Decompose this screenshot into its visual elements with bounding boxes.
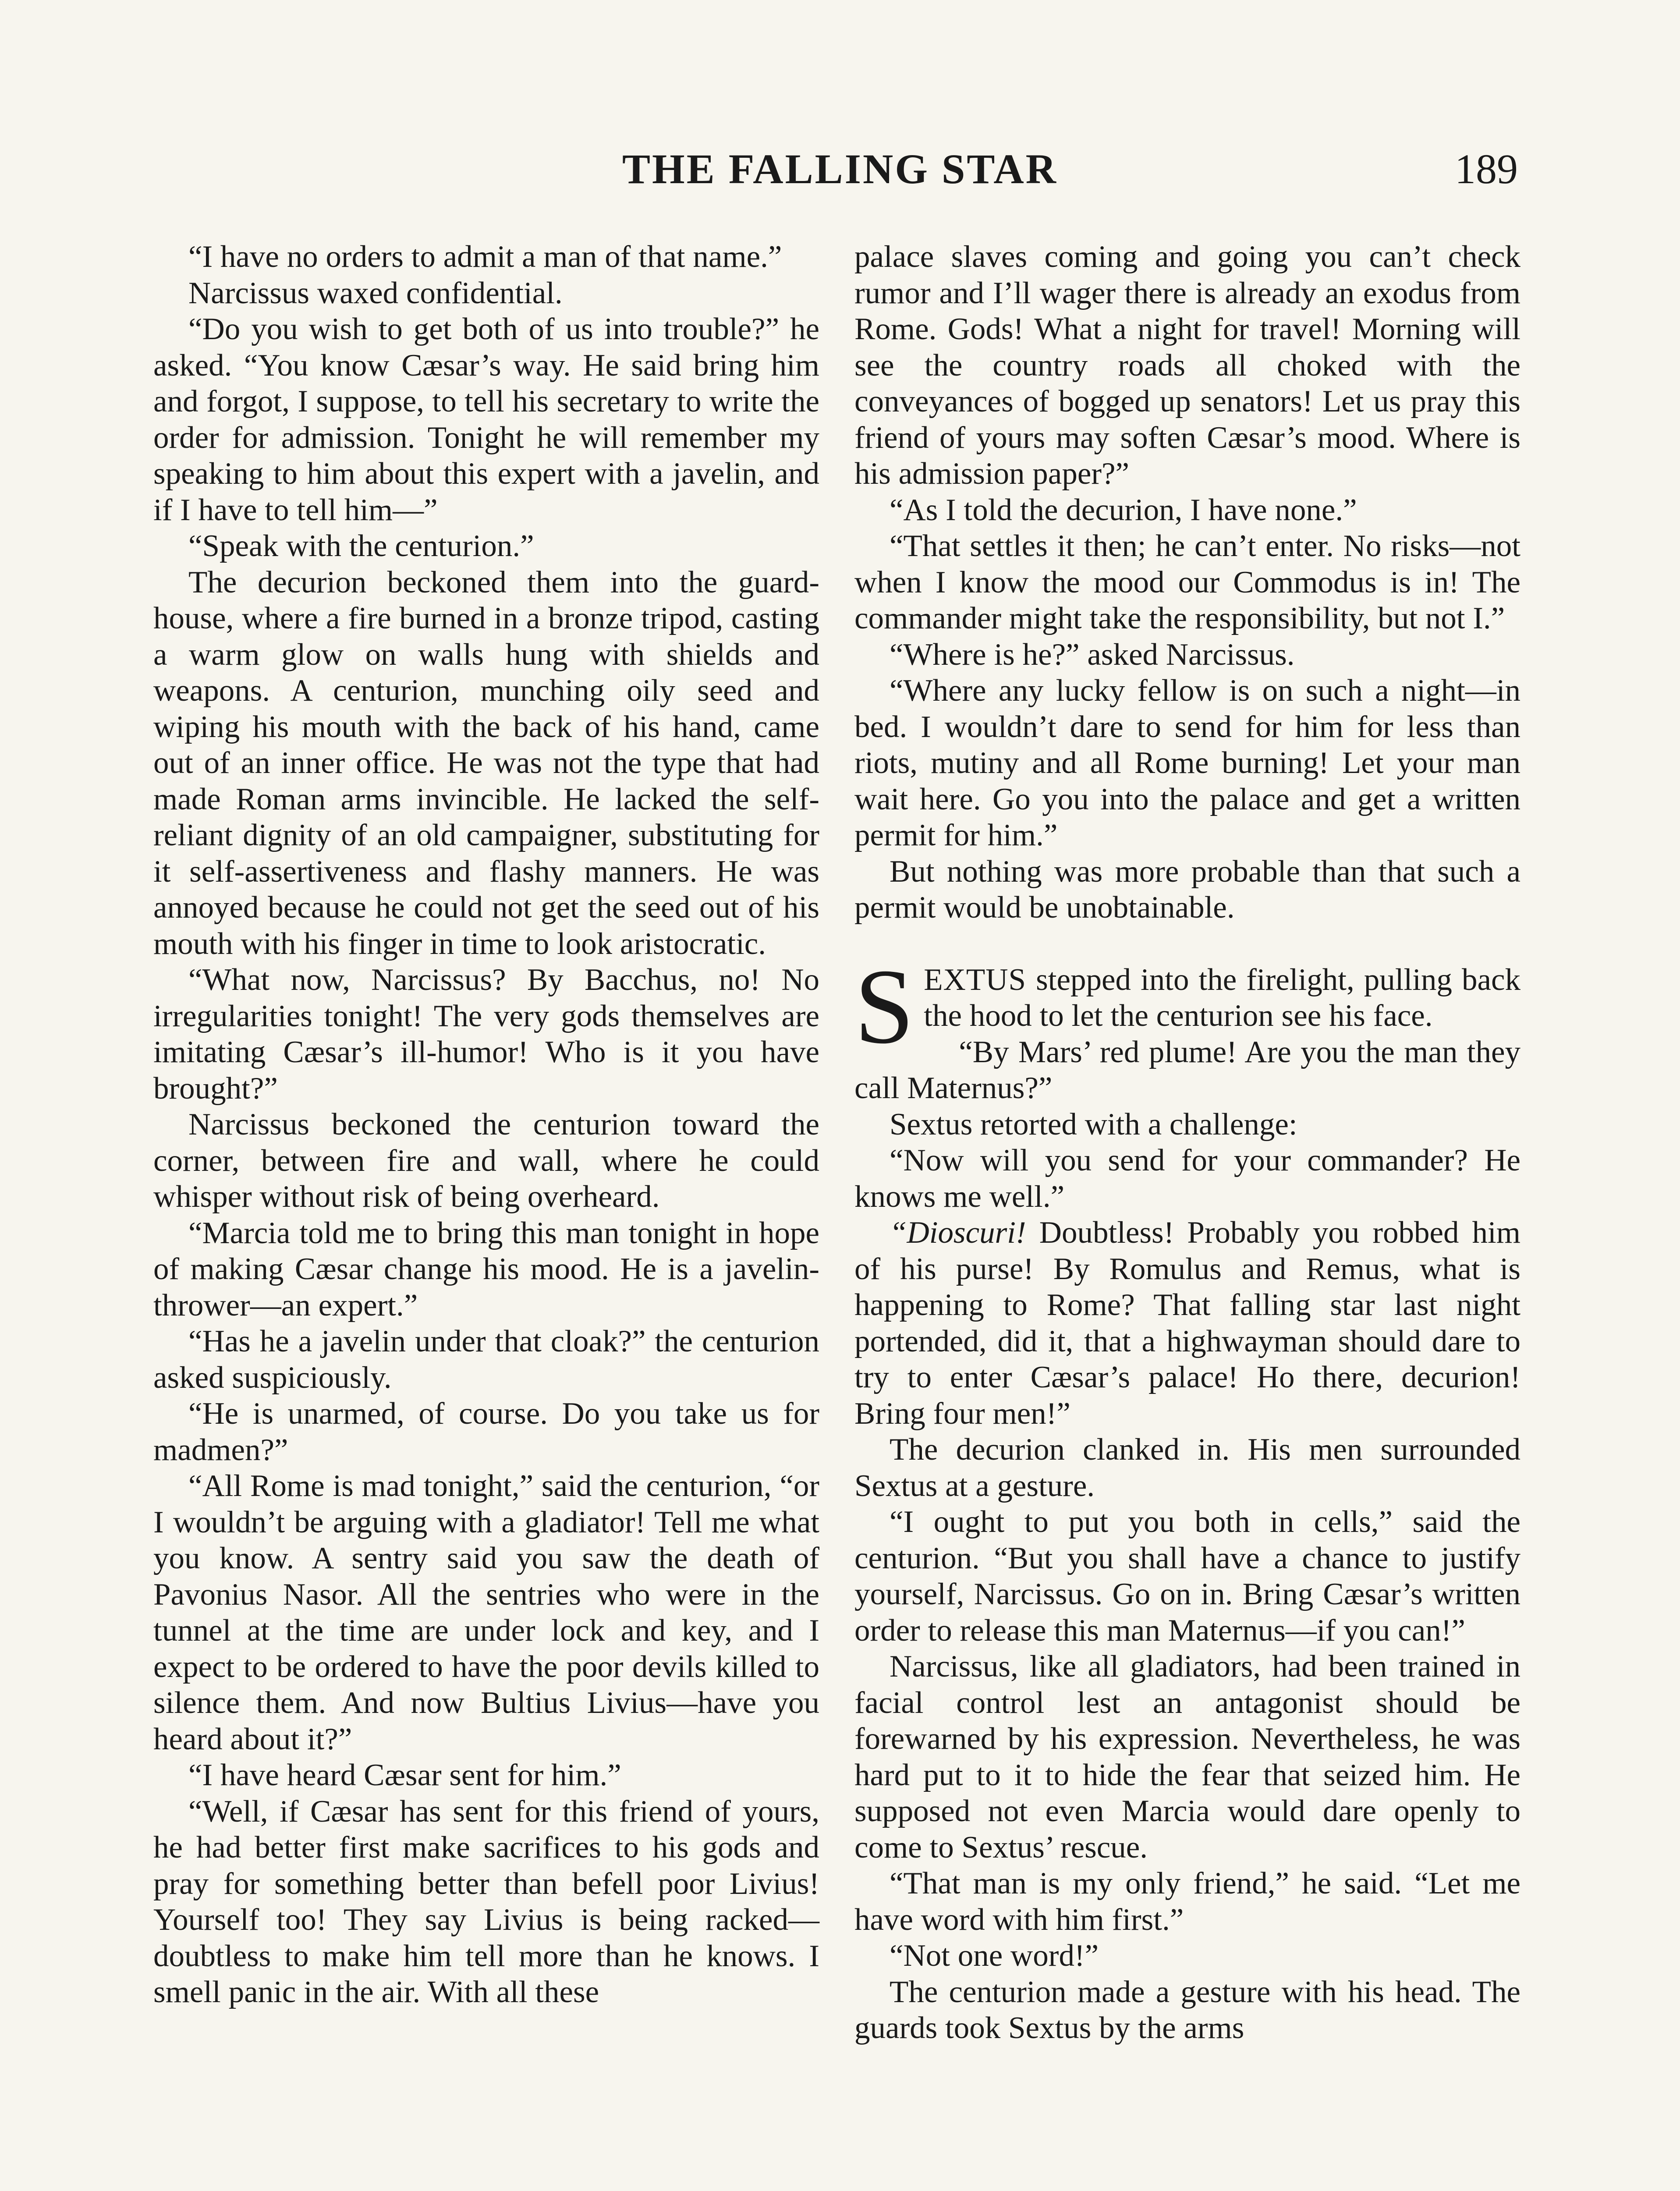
continued-paragraph: palace slaves coming and going you can’t check rumor and I’ll wager there is already an exodus from Rome. Gods! What a night for travel! Morning will see the country roads all choked with the conveyances of bogged up senators! Let us pray this friend of yours may soften Cæsar’s mood. Where is his admission paper?” — [854, 240, 1521, 491]
page-number: 189 — [1455, 145, 1518, 192]
left-column — [153, 239, 819, 2010]
paragraph: “I have heard Cæsar sent for him.” — [188, 1758, 621, 1792]
small-caps-word: EXTUS — [924, 962, 1027, 997]
paragraph: “As I told the decurion, I have none.” — [890, 493, 1357, 527]
paragraph: “Not one word!” — [890, 1939, 1099, 1973]
right-column — [854, 239, 1521, 2046]
paragraph: The centurion made a gesture with his head. The guards took Sextus by the arms — [854, 1975, 1521, 2045]
paragraph: “Now will you send for your commander? He knows me well.” — [854, 1143, 1521, 1214]
italic-exclamation: “Dioscuri! — [890, 1216, 1026, 1250]
section-opening-paragraph — [854, 947, 1521, 1066]
paragraph: “Speak with the centurion.” — [188, 529, 534, 563]
paragraph: “All Rome is mad tonight,” said the centurion, “or I wouldn’t be arguing with a gladiator! Tell me what you know. A sentry said you saw the death of Pavonius Nasor. All the sentries who were in the tunnel at the time are under lock and key, and I expect to be ordered to have the poor devils killed to silence them. And now Bultius Livius—have you heard about it?” — [153, 1469, 819, 1756]
paragraph: Narcissus beckoned the centurion toward the corner, between fire and wall, where he could whisper without risk of being overheard. — [153, 1107, 819, 1214]
drop-cap: S — [854, 947, 914, 1066]
paragraph: “Do you wish to get both of us into trouble?” he asked. “You know Cæsar’s way. He said bring him and forgot, I suppose, to tell his secretary to write the order for admission. Tonight he will remember my speaking to him about this expert with a javelin, and if I have to tell him—” — [153, 312, 819, 527]
paragraph: “Where is he?” asked Narcissus. — [890, 637, 1295, 672]
paragraph: Narcissus, like all gladiators, had been trained in facial control lest an antagonist should be forewarned by his expression. Nevertheless, he was hard put to it to hide the fear that seized him. He supposed not even Marcia would dare openly to come to Sextus’ rescue. — [854, 1649, 1521, 1865]
paragraph: “What now, Narcissus? By Bacchus, no! No irregularities tonight! The very gods themselves are imitating Cæsar’s ill-humor! Who is it you have brought?” — [153, 963, 819, 1106]
paragraph: The decurion beckoned them into the guard-house, where a fire burned in a bronze tripod, casting a warm glow on walls hung with shields and weapons. A centurion, munching oily seed and wiping his mouth with the back of his hand, came out of an inner office. He was not the type that had made Roman arms invincible. He lacked the self-reliant dignity of an old campaigner, substituting for it self-assertiveness and flashy manners. He was annoyed because he could not get the seed out of his mouth with his finger in time to look aristocratic. — [153, 565, 819, 961]
paragraph: “By Mars’ red plume! Are you the man they call Maternus?” — [854, 1035, 1521, 1105]
running-title: THE FALLING STAR — [622, 145, 1058, 192]
paragraph-text: Doubtless! Probably you robbed him of his purse! By Romulus and Remus, what is happening to Rome? That falling star last night portended, did it, that a highwayman should dare to try to enter Cæsar’s palace! Ho there, decurion! Bring four men!” — [854, 1216, 1521, 1431]
paragraph: Sextus retorted with a challenge: — [890, 1107, 1297, 1142]
paragraph: “He is unarmed, of course. Do you take us for madmen?” — [153, 1397, 819, 1467]
paragraph: “I ought to put you both in cells,” said the centurion. “But you shall have a chance to justify yourself, Narcissus. Go on in. Bring Cæsar’s written order to release this man Maternus—if you can!” — [854, 1505, 1521, 1648]
paragraph: “That settles it then; he can’t enter. No risks—not when I know the mood our Commodus is in! The commander might take the responsibility, but not I.” — [854, 529, 1521, 635]
page-header — [0, 145, 1680, 206]
paragraph: The decurion clanked in. His men surrounded Sextus at a gesture. — [854, 1432, 1521, 1503]
paragraph: “Where any lucky fellow is on such a night—in bed. I wouldn’t dare to send for him for less than riots, mutiny and all Rome burning! Let your man wait here. Go you into the palace and get a written permit for him.” — [854, 674, 1521, 852]
paragraph: Narcissus waxed confidential. — [188, 276, 563, 310]
paragraph: But nothing was more probable than that such a permit would be unobtainable. — [854, 854, 1521, 925]
paragraph — [854, 1215, 1521, 1432]
paragraph: “Well, if Cæsar has sent for this friend of yours, he had better first make sacrifices to his gods and pray for something better than befell poor Livius! Yourself too! They say Livius is being racked—doubtless to make him tell more than he knows. I smell panic in the air. With all these — [153, 1794, 819, 2009]
paragraph: “Marcia told me to bring this man tonight in hope of making Cæsar change his mood. He is a javelin-thrower—an expert.” — [153, 1216, 819, 1322]
paragraph: “That man is my only friend,” he said. “Let me have word with him first.” — [854, 1866, 1521, 1937]
paragraph: “I have no orders to admit a man of that name.” — [188, 240, 782, 274]
paragraph: “Has he a javelin under that cloak?” the centurion asked suspiciously. — [153, 1324, 819, 1395]
paragraph-text: stepped into the firelight, pulling back the hood to let the centurion see his face. — [924, 962, 1521, 1033]
